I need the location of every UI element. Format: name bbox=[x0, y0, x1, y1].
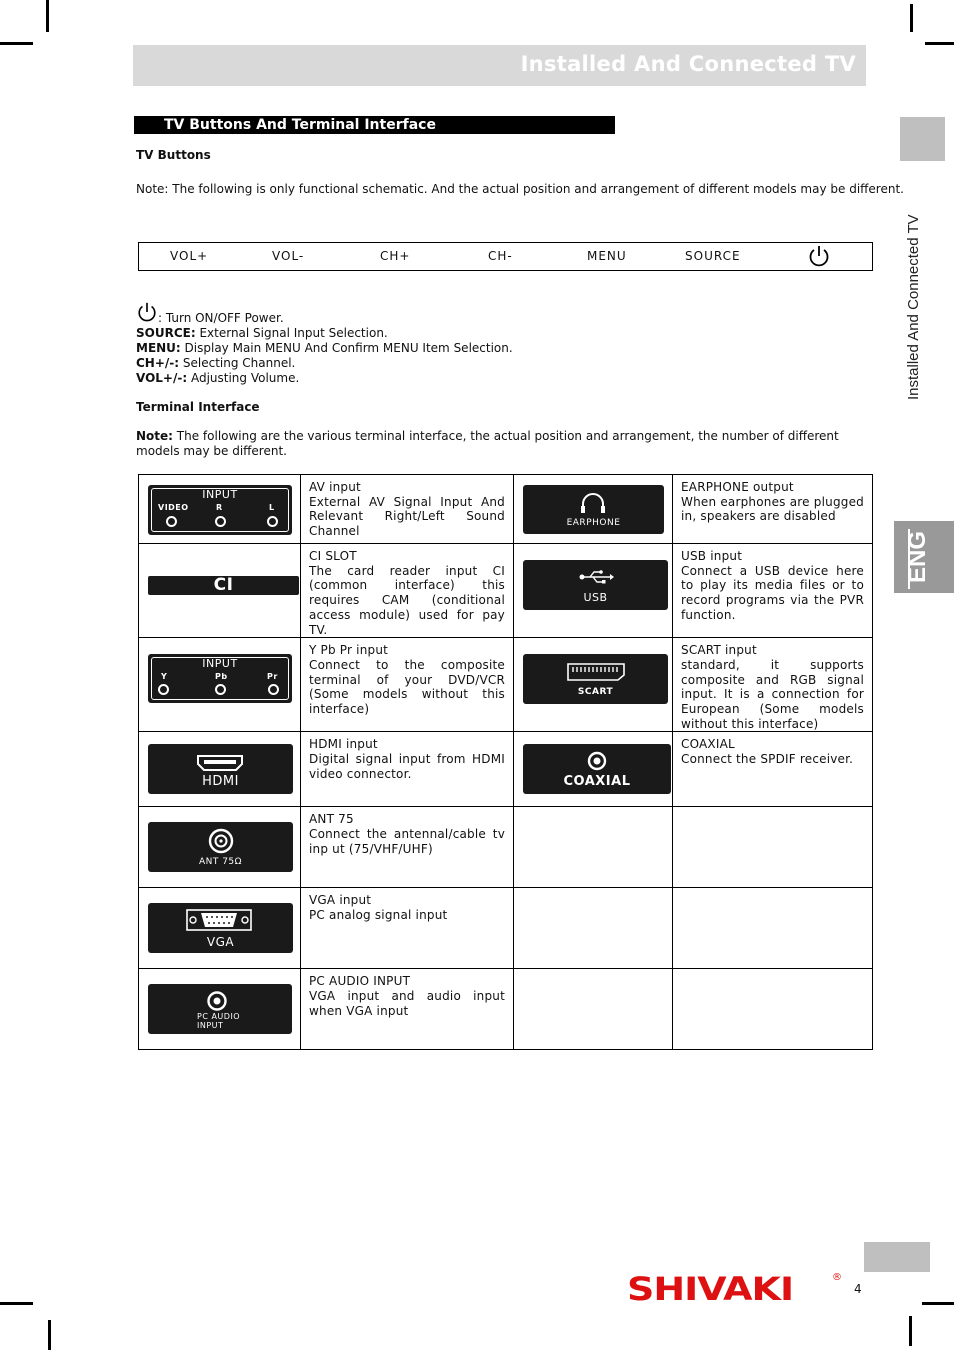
scart-image-cell bbox=[514, 638, 673, 732]
audio-jack-icon bbox=[206, 990, 228, 1012]
ci-text: The card reader input CI (common interface) this requires CAM (conditional access module) used for pay TV. bbox=[309, 563, 505, 637]
terminal-heading: Terminal Interface bbox=[136, 400, 260, 414]
table-row bbox=[139, 638, 873, 732]
ypbpr-desc bbox=[301, 638, 513, 717]
usb-desc-cell bbox=[673, 544, 873, 638]
menu-label: MENU bbox=[587, 249, 627, 263]
crop-mark bbox=[0, 1302, 33, 1305]
legend-ch-key: CH+/-: bbox=[136, 356, 180, 370]
av-panel-l: L bbox=[269, 503, 275, 512]
av-input-title: AV input bbox=[309, 480, 361, 494]
legend-source-key: SOURCE: bbox=[136, 326, 196, 340]
language-tab bbox=[894, 521, 954, 593]
legend-ch bbox=[136, 356, 513, 371]
ant-title: ANT 75 bbox=[309, 812, 354, 827]
vol-down-label: VOL- bbox=[272, 249, 305, 263]
jack-icon bbox=[166, 516, 177, 527]
pc-audio-text: VGA input and audio input when VGA input bbox=[309, 989, 505, 1018]
ypbpr-desc-cell bbox=[301, 638, 514, 732]
empty-cell bbox=[673, 888, 873, 969]
legend-ch-text: Selecting Channel. bbox=[179, 356, 296, 370]
ant-desc-cell bbox=[301, 807, 514, 888]
crop-mark bbox=[922, 1302, 954, 1305]
hdmi-desc-cell bbox=[301, 732, 514, 807]
ypbpr-image-cell bbox=[139, 638, 301, 732]
ci-desc-cell bbox=[301, 544, 514, 638]
legend-vol-text: Adjusting Volume. bbox=[187, 371, 300, 385]
scart-title: SCART input bbox=[681, 643, 757, 658]
source-label: SOURCE bbox=[685, 249, 741, 263]
pc-audio-desc bbox=[301, 969, 513, 1018]
scart-panel bbox=[523, 654, 668, 704]
hdmi-connector-icon bbox=[196, 754, 244, 772]
usb-image-cell bbox=[514, 544, 673, 638]
hdmi-desc bbox=[301, 732, 513, 781]
table-row bbox=[139, 732, 873, 807]
registered-mark: ® bbox=[832, 1272, 842, 1283]
hdmi-text: Digital signal input from HDMI video connector. bbox=[309, 752, 505, 781]
earphone-title: EARPHONE output bbox=[681, 480, 794, 494]
ypbpr-text: Connect to the composite terminal of your DVD/VCR (Some models without this interface) bbox=[309, 657, 505, 717]
earphone-text: When earphones are plugged in, speakers are disabled bbox=[681, 494, 864, 524]
ant-desc bbox=[301, 807, 513, 856]
coaxial-text: Connect the SPDIF receiver. bbox=[681, 752, 854, 767]
page-title: Installed And Connected TV bbox=[520, 52, 856, 76]
page-number: 4 bbox=[854, 1282, 862, 1296]
empty-cell bbox=[673, 807, 873, 888]
table-row bbox=[139, 475, 873, 544]
crop-mark bbox=[909, 1316, 912, 1346]
jack-icon bbox=[267, 516, 278, 527]
legend-source-text: External Signal Input Selection. bbox=[195, 326, 388, 340]
side-tab bbox=[900, 117, 945, 161]
ci-image-cell bbox=[139, 544, 301, 638]
usb-panel-label: USB bbox=[583, 591, 608, 604]
jack-icon bbox=[215, 516, 226, 527]
empty-cell bbox=[673, 969, 873, 1050]
earphone-desc bbox=[673, 475, 872, 524]
earphone-desc-cell bbox=[673, 475, 873, 544]
coaxial-desc bbox=[673, 732, 872, 766]
vga-text: PC analog signal input bbox=[309, 908, 448, 923]
legend-power-text: : Turn ON/OFF Power. bbox=[158, 311, 284, 325]
terminal-note bbox=[136, 429, 866, 459]
vga-title: VGA input bbox=[309, 893, 372, 908]
ci-desc bbox=[301, 544, 513, 637]
vga-panel bbox=[148, 903, 293, 953]
vga-panel-label: VGA bbox=[206, 935, 235, 950]
vga-desc-cell bbox=[301, 888, 514, 969]
terminal-note-key: Note: bbox=[136, 429, 173, 443]
coaxial-panel-label: COAXIAL bbox=[563, 774, 631, 790]
table-row bbox=[139, 969, 873, 1050]
ant-panel-label: ANT 75Ω bbox=[198, 857, 243, 868]
ci-panel bbox=[148, 576, 299, 595]
pc-audio-desc-cell bbox=[301, 969, 514, 1050]
language-tab-label: ENG bbox=[904, 530, 931, 583]
headphone-icon bbox=[579, 492, 607, 514]
legend-source bbox=[136, 326, 513, 341]
legend-vol bbox=[136, 371, 513, 386]
crop-mark bbox=[46, 0, 49, 32]
hdmi-panel bbox=[148, 744, 293, 794]
earphone-panel bbox=[523, 485, 664, 534]
pc-audio-panel-label: PC AUDIO INPUT bbox=[197, 1012, 241, 1031]
hdmi-title: HDMI input bbox=[309, 737, 378, 752]
ypbpr-title: Y Pb Pr input bbox=[309, 643, 389, 658]
scart-panel-label: SCART bbox=[577, 687, 614, 698]
ant-image-cell bbox=[139, 807, 301, 888]
crop-mark bbox=[925, 42, 954, 45]
ch-down-label: CH- bbox=[488, 249, 513, 263]
crop-mark bbox=[910, 4, 913, 32]
section-heading-bar bbox=[134, 116, 615, 134]
brand-logo: SHIVAKI bbox=[627, 1270, 794, 1308]
page-header bbox=[133, 45, 866, 86]
scart-connector-icon bbox=[566, 662, 626, 682]
crop-mark bbox=[48, 1320, 51, 1350]
table-row bbox=[139, 888, 873, 969]
usb-panel bbox=[523, 560, 668, 610]
side-vertical-title: Installed And Connected TV bbox=[905, 214, 922, 400]
ant-panel bbox=[148, 822, 293, 872]
coaxial-image-cell bbox=[514, 732, 673, 807]
ypbpr-panel-pb: Pb bbox=[215, 672, 228, 682]
av-panel-video: VIDEO bbox=[158, 503, 189, 512]
usb-desc bbox=[673, 544, 872, 623]
section-heading: TV Buttons And Terminal Interface bbox=[164, 117, 436, 133]
ypbpr-panel-pr: Pr bbox=[267, 672, 278, 682]
ci-panel-label: CI bbox=[213, 575, 234, 595]
ant-text: Connect the antennal/cable tv inp ut (75/VHF/UHF) bbox=[309, 827, 505, 856]
vol-up-label: VOL+ bbox=[170, 249, 209, 263]
av-input-image-cell bbox=[139, 475, 301, 544]
usb-icon bbox=[578, 569, 614, 585]
av-input-text: External AV Signal Input And Relevant Right/Left Sound Channel bbox=[309, 494, 505, 539]
pc-audio-title: PC AUDIO INPUT bbox=[309, 974, 411, 989]
legend-vol-key: VOL+/-: bbox=[136, 371, 188, 385]
hdmi-image-cell bbox=[139, 732, 301, 807]
usb-title: USB input bbox=[681, 549, 743, 563]
buttons-legend bbox=[136, 300, 513, 386]
scart-desc-cell bbox=[673, 638, 873, 732]
legend-menu-key: MENU: bbox=[136, 341, 181, 355]
scart-text: standard, it supports composite and RGB signal input. It is a connection for European (Some models without this interface) bbox=[681, 657, 864, 731]
legend-power-row bbox=[136, 300, 513, 326]
vga-desc bbox=[301, 888, 513, 922]
ci-title: CI SLOT bbox=[309, 549, 357, 563]
tv-buttons-heading: TV Buttons bbox=[136, 148, 211, 162]
coaxial-title: COAXIAL bbox=[681, 737, 735, 752]
antenna-jack-icon bbox=[208, 828, 234, 854]
table-row bbox=[139, 807, 873, 888]
empty-cell bbox=[514, 969, 673, 1050]
coaxial-desc-cell bbox=[673, 732, 873, 807]
vga-connector-icon bbox=[186, 909, 252, 931]
page-number-tab bbox=[864, 1242, 930, 1272]
power-icon bbox=[136, 300, 158, 324]
terminal-table bbox=[138, 474, 873, 1050]
earphone-image-cell bbox=[514, 475, 673, 544]
legend-menu-text: Display Main MENU And Confirm MENU Item Selection. bbox=[180, 341, 513, 355]
scart-desc bbox=[673, 638, 872, 731]
ypbpr-panel bbox=[148, 654, 292, 703]
av-input-panel bbox=[148, 485, 292, 535]
coaxial-panel bbox=[523, 744, 671, 794]
earphone-panel-label: EARPHONE bbox=[566, 518, 621, 528]
empty-cell bbox=[514, 807, 673, 888]
ch-up-label: CH+ bbox=[380, 249, 411, 263]
vga-image-cell bbox=[139, 888, 301, 969]
ypbpr-panel-y: Y bbox=[161, 672, 168, 682]
tv-buttons-strip bbox=[138, 242, 873, 271]
table-row bbox=[139, 544, 873, 638]
hdmi-panel-label: HDMI bbox=[202, 774, 239, 790]
power-icon bbox=[807, 244, 831, 268]
terminal-note-text: The following are the various terminal interface, the actual position and arrangement, the number of different models may be different. bbox=[136, 429, 839, 458]
av-input-desc bbox=[301, 475, 513, 539]
av-panel-title: INPUT bbox=[202, 488, 238, 501]
pc-audio-panel bbox=[148, 984, 292, 1034]
coaxial-jack-icon bbox=[587, 751, 607, 771]
av-panel-r: R bbox=[216, 503, 223, 512]
pc-audio-image-cell bbox=[139, 969, 301, 1050]
legend-menu bbox=[136, 341, 513, 356]
empty-cell bbox=[514, 888, 673, 969]
ypbpr-panel-title: INPUT bbox=[202, 657, 238, 671]
av-input-desc-cell bbox=[301, 475, 514, 544]
usb-text: Connect a USB device here to play its media files or to record programs via the PVR function. bbox=[681, 563, 864, 622]
crop-mark bbox=[0, 42, 33, 45]
tv-buttons-note: Note: The following is only functional schematic. And the actual position and arrangement of different models may be different. bbox=[136, 182, 904, 196]
